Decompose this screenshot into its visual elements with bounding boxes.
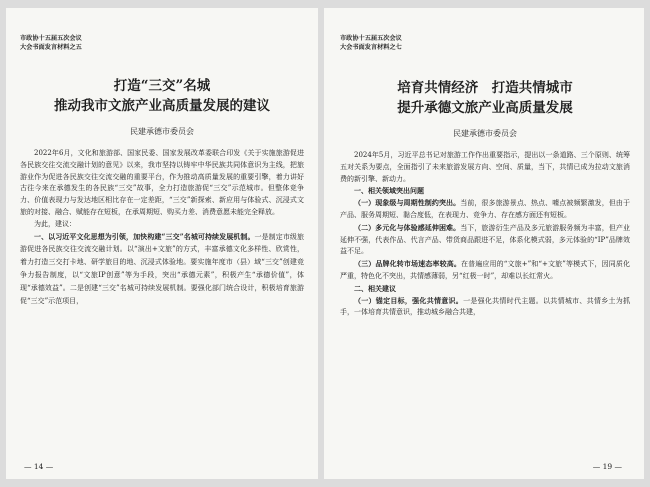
- header-line: 大会书面发言材料之七: [340, 44, 402, 51]
- header-line: 大会书面发言材料之五: [20, 44, 82, 51]
- section-heading: 一、相关领域突出问题: [354, 186, 424, 196]
- right-title: [340, 78, 630, 118]
- paragraph: 2024年5月，习近平总书记对旅游工作作出重要指示，提出以一条道路、三个原则、统筹五对关系为要点，全面指引了未来旅游发展方向、空间、质量，当下，共情已成为拉动文旅消费的新引擎、新动力。: [340, 151, 630, 183]
- list-item: [340, 258, 630, 283]
- section-heading: [20, 231, 304, 308]
- list-item: [340, 295, 630, 320]
- item-text: 一是强化共情时代主题。以共情城市、共情乡土为抓手，一体培育共情意识，推动城乡融合共建，: [340, 296, 631, 317]
- page-number: — 19 —: [592, 462, 622, 471]
- item-label: （一）锚定目标，强化共情意识。: [354, 295, 464, 305]
- section-body-text: 一是制定市级旅游促进各民族交往交流交融计划。以“演出+文旅”的方式，丰富承德文化多样性、欣赏性，着力打造三交打卡地、研学旅目的地、沉浸式体验地。要实施年度市（县）域“三交”创建竞争力报告制度，以“文旅IP创意”等为手段，突出“承德元素”，积极产生“承德价值”，体现“承德效益”。二是创建“三交”名城可持续发展机制。要强化部门统合设计，积极培育旅游促“三交”示范项目，: [20, 232, 304, 305]
- page-number: — 14 —: [24, 462, 54, 471]
- list-item: [340, 197, 630, 222]
- left-page-header: [20, 34, 304, 52]
- item-label: （一）现象级与周期性制约突出。: [354, 198, 461, 208]
- header-line: 市政协十五届五次会议: [20, 35, 82, 42]
- item-text: 当下，旅游衍生产品及多元旅游服务频为丰富，但产业延伸不强，代表作品、代言产品、带货商品跟进不足，体系化模式弱，多元体验的“IP”品牌效益不足。: [340, 223, 631, 256]
- left-author-org: 民建承德市委员会: [130, 127, 194, 136]
- paragraph: 为此，建议：: [34, 219, 76, 228]
- section-heading: 二、相关建议: [354, 283, 396, 293]
- item-text: 在普遍应用的“文旅+”和“+文旅”等模式下，因同质化严重，特色化不突出，共情感薄弱，另“红极一时”，却难以长红常火。: [340, 260, 631, 280]
- item-text: 当前，很多旅游景点、热点、噱点被频繁激发，但由于产品、服务周期短、黏合度低，在表现力、竞争力、存在感方面还有短板。: [340, 199, 631, 219]
- right-page: [324, 8, 644, 479]
- left-title: [20, 76, 304, 116]
- item-label: （三）品牌化转市场速态率较高。: [354, 259, 461, 269]
- title-line: 打造“三交”名城: [113, 78, 211, 94]
- list-item: [340, 222, 630, 258]
- paragraph: 2022年6月，文化和旅游部、国家民委、国家发展改革委联合印发《关于实施旅游促进各民族交往交流交融计划的意见》以来，我市坚持以铸牢中华民族共同体意识为主线，把旅游业作为促进各民族交往交流交融的重要平台，作为推动高质量发展的重要引擎，着力讲好古往今来在承德发生的各民族“三交”故事，全力打造旅游促“三交”示范城市。但整体竞争力、价值表现力与发达地区相比存在一定差距，“三交”新探索、新应用与体验式、沉浸式文旅的对接、融合、赋能存在短板，在承周期短、购买力差、消费意愿未能完全释放。: [20, 149, 304, 216]
- right-page-header: [340, 34, 630, 52]
- right-author-org: 民建承德市委员会: [453, 129, 517, 138]
- title-line: 推动我市文旅产业高质量发展的建议: [54, 98, 270, 114]
- header-line: 市政协十五届五次会议: [340, 35, 402, 42]
- left-page: [6, 8, 318, 479]
- section-heading-text: 一、以习近平文化思想为引领，加快构建“三交”名城可持续发展机制。: [34, 231, 255, 241]
- title-line: 提升承德文旅产业高质量发展: [397, 100, 573, 116]
- item-label: （二）多元化与体验感延伸困难。: [354, 222, 461, 232]
- title-line: 培育共情经济 打造共情城市: [397, 80, 573, 96]
